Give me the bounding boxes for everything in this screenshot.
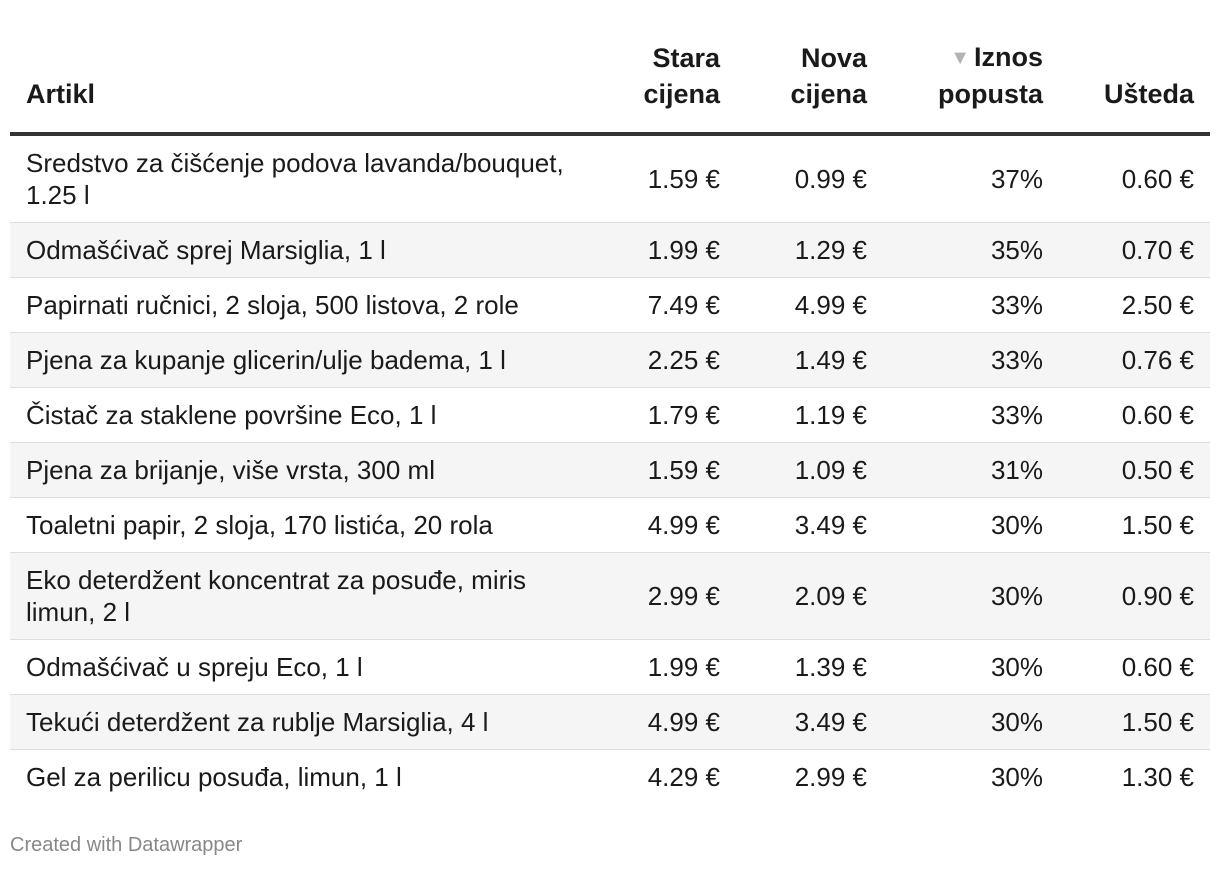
cell-usteda: 0.60 € bbox=[1043, 640, 1210, 695]
table-row bbox=[10, 750, 1210, 805]
cell-usteda: 1.30 € bbox=[1043, 750, 1210, 805]
cell-nova-cijena: 3.49 € bbox=[720, 498, 867, 553]
cell-iznos-popusta: 33% bbox=[867, 333, 1043, 388]
cell-artikl: Tekući deterdžent za rublje Marsiglia, 4 l bbox=[10, 695, 588, 750]
cell-nova-cijena: 1.49 € bbox=[720, 333, 867, 388]
cell-stara-cijena: 2.99 € bbox=[588, 553, 720, 640]
cell-iznos-popusta: 33% bbox=[867, 388, 1043, 443]
cell-stara-cijena: 4.99 € bbox=[588, 695, 720, 750]
cell-iznos-popusta: 37% bbox=[867, 134, 1043, 223]
header-row bbox=[10, 0, 1210, 134]
table-header bbox=[10, 0, 1210, 134]
column-header-usteda[interactable] bbox=[1043, 0, 1210, 134]
cell-stara-cijena: 1.59 € bbox=[588, 443, 720, 498]
column-header-iznos-line2: popusta bbox=[938, 79, 1043, 109]
table-row bbox=[10, 498, 1210, 553]
cell-artikl: Pjena za brijanje, više vrsta, 300 ml bbox=[10, 443, 588, 498]
column-header-nova-cijena[interactable] bbox=[720, 0, 867, 134]
cell-usteda: 2.50 € bbox=[1043, 278, 1210, 333]
column-header-nova-line1: Nova bbox=[800, 43, 867, 73]
column-header-iznos-popusta[interactable] bbox=[867, 0, 1043, 134]
cell-artikl: Odmašćivač sprej Marsiglia, 1 l bbox=[10, 223, 588, 278]
cell-artikl: Eko deterdžent koncentrat za posuđe, miris limun, 2 l bbox=[10, 553, 588, 640]
column-header-stara-line1: Stara bbox=[652, 43, 720, 73]
cell-iznos-popusta: 30% bbox=[867, 640, 1043, 695]
cell-stara-cijena: 1.59 € bbox=[588, 134, 720, 223]
cell-nova-cijena: 1.19 € bbox=[720, 388, 867, 443]
cell-artikl: Pjena za kupanje glicerin/ulje badema, 1 l bbox=[10, 333, 588, 388]
cell-usteda: 0.60 € bbox=[1043, 388, 1210, 443]
cell-stara-cijena: 1.99 € bbox=[588, 223, 720, 278]
cell-usteda: 1.50 € bbox=[1043, 498, 1210, 553]
cell-iznos-popusta: 30% bbox=[867, 695, 1043, 750]
cell-nova-cijena: 1.39 € bbox=[720, 640, 867, 695]
table-row bbox=[10, 640, 1210, 695]
column-header-artikl-label: Artikl bbox=[26, 79, 96, 109]
cell-stara-cijena: 4.99 € bbox=[588, 498, 720, 553]
cell-stara-cijena: 1.79 € bbox=[588, 388, 720, 443]
cell-iznos-popusta: 30% bbox=[867, 553, 1043, 640]
table-row bbox=[10, 333, 1210, 388]
cell-usteda: 0.50 € bbox=[1043, 443, 1210, 498]
cell-usteda: 0.70 € bbox=[1043, 223, 1210, 278]
cell-stara-cijena: 1.99 € bbox=[588, 640, 720, 695]
column-header-stara-line2: cijena bbox=[643, 79, 720, 109]
cell-artikl: Čistač za staklene površine Eco, 1 l bbox=[10, 388, 588, 443]
column-header-stara-cijena[interactable] bbox=[588, 0, 720, 134]
column-header-artikl[interactable] bbox=[10, 0, 588, 134]
cell-nova-cijena: 2.99 € bbox=[720, 750, 867, 805]
table-row bbox=[10, 443, 1210, 498]
table-row bbox=[10, 695, 1210, 750]
table-row bbox=[10, 223, 1210, 278]
cell-usteda: 0.90 € bbox=[1043, 553, 1210, 640]
column-header-iznos-line1: Iznos bbox=[973, 42, 1043, 72]
table-row bbox=[10, 278, 1210, 333]
cell-stara-cijena: 7.49 € bbox=[588, 278, 720, 333]
cell-nova-cijena: 2.09 € bbox=[720, 553, 867, 640]
column-header-nova-line2: cijena bbox=[790, 79, 867, 109]
cell-nova-cijena: 0.99 € bbox=[720, 134, 867, 223]
table-body bbox=[10, 134, 1210, 804]
cell-iznos-popusta: 33% bbox=[867, 278, 1043, 333]
cell-artikl: Gel za perilicu posuđa, limun, 1 l bbox=[10, 750, 588, 805]
cell-nova-cijena: 3.49 € bbox=[720, 695, 867, 750]
cell-artikl: Sredstvo za čišćenje podova lavanda/bouquet, 1.25 l bbox=[10, 134, 588, 223]
table-row bbox=[10, 134, 1210, 223]
cell-nova-cijena: 1.09 € bbox=[720, 443, 867, 498]
cell-iznos-popusta: 31% bbox=[867, 443, 1043, 498]
sort-descending-icon: ▼ bbox=[950, 47, 970, 69]
table-row bbox=[10, 553, 1210, 640]
cell-usteda: 0.76 € bbox=[1043, 333, 1210, 388]
cell-artikl: Toaletni papir, 2 sloja, 170 listića, 20 rola bbox=[10, 498, 588, 553]
cell-usteda: 0.60 € bbox=[1043, 134, 1210, 223]
cell-usteda: 1.50 € bbox=[1043, 695, 1210, 750]
cell-artikl: Odmašćivač u spreju Eco, 1 l bbox=[10, 640, 588, 695]
discount-table bbox=[10, 0, 1210, 804]
cell-nova-cijena: 4.99 € bbox=[720, 278, 867, 333]
cell-artikl: Papirnati ručnici, 2 sloja, 500 listova, 2 role bbox=[10, 278, 588, 333]
cell-stara-cijena: 4.29 € bbox=[588, 750, 720, 805]
cell-iznos-popusta: 30% bbox=[867, 750, 1043, 805]
cell-iznos-popusta: 30% bbox=[867, 498, 1043, 553]
table-row bbox=[10, 388, 1210, 443]
discount-table-container bbox=[10, 0, 1210, 804]
column-header-usteda-label: Ušteda bbox=[1103, 79, 1194, 109]
cell-nova-cijena: 1.29 € bbox=[720, 223, 867, 278]
cell-iznos-popusta: 35% bbox=[867, 223, 1043, 278]
datawrapper-credit[interactable]: Created with Datawrapper bbox=[10, 834, 243, 856]
cell-stara-cijena: 2.25 € bbox=[588, 333, 720, 388]
